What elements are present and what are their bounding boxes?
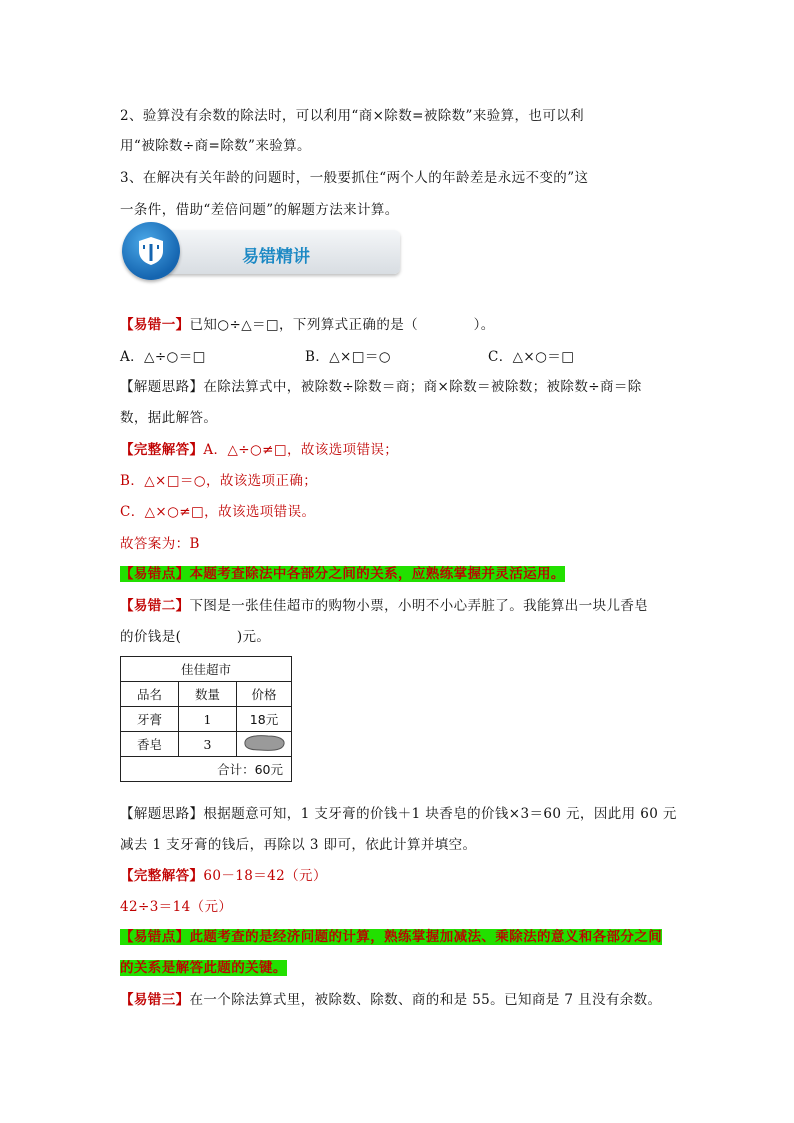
err2-key-point-line-2 xyxy=(120,956,287,976)
receipt-col-price: 价格 xyxy=(237,682,292,707)
err1-final-answer: 故答案为：B xyxy=(120,536,200,552)
err2-answer-text: 60－18＝42（元） xyxy=(203,868,327,884)
err1-option-a: A．△÷○＝□ xyxy=(120,349,206,365)
note-2-line-1: 2、验算没有余数的除法时，可以利用“商×除数=被除数”来验算，也可以利 xyxy=(120,108,585,124)
err2-answer-line-2: 42÷3＝14（元） xyxy=(120,899,233,915)
banner-title: 易错精讲 xyxy=(242,247,310,267)
section-banner xyxy=(122,222,402,280)
err1-approach-tag: 【解题思路】 xyxy=(120,379,204,395)
err2-question-line-1 xyxy=(120,594,648,614)
err1-answer-line-2: B．△×□＝○，故该选项正确； xyxy=(120,473,318,489)
receipt-item-name: 香皂 xyxy=(121,732,179,757)
receipt-item-price: 18元 xyxy=(237,707,292,732)
receipt-col-name: 品名 xyxy=(121,682,179,707)
err1-answer-text: A．△÷○≠□，故该选项错误； xyxy=(203,442,399,458)
err1-approach-text: 在除法算式中，被除数÷除数＝商；商×除数＝被除数；被除数÷商＝除 xyxy=(203,379,642,395)
receipt-store-name: 佳佳超市 xyxy=(121,657,292,682)
smudge-stain-icon xyxy=(240,733,288,753)
err3-question xyxy=(120,988,661,1008)
receipt-col-qty: 数量 xyxy=(179,682,237,707)
err3-question-text: 在一个除法算式里，被除数、除数、商的和是 55。已知商是 7 且没有余数。 xyxy=(189,992,662,1008)
table-row xyxy=(121,732,292,757)
err2-key-point-line-1 xyxy=(120,925,662,945)
err2-approach-line-2: 减去 1 支牙膏的钱后，再除以 3 即可，依此计算并填空。 xyxy=(120,837,477,853)
err2-key-point-text-2: 的关系是解答此题的关键。 xyxy=(120,960,287,976)
err1-question-text: 已知○÷△＝□，下列算式正确的是（ ）。 xyxy=(189,317,495,333)
err1-answer-line-1 xyxy=(120,438,398,458)
err2-approach-tag: 【解题思路】 xyxy=(120,806,204,822)
err2-question-line-2: 的价钱是( )元。 xyxy=(120,629,271,645)
receipt-total: 合计：60元 xyxy=(121,757,292,782)
err3-tag: 【易错三】 xyxy=(120,992,190,1008)
note-3-line-2: 一条件，借助“差倍问题”的解题方法来计算。 xyxy=(120,202,399,218)
receipt-total-row xyxy=(121,757,292,782)
err1-answer-line-3: C．△×○≠□，故该选项错误。 xyxy=(120,504,316,520)
err1-key-point xyxy=(120,562,565,582)
err2-question-text: 下图是一张佳佳超市的购物小票，小明不小心弄脏了。我能算出一块儿香皂 xyxy=(189,598,649,614)
err1-option-b: B．△×□＝○ xyxy=(305,349,391,365)
receipt-table xyxy=(120,656,292,782)
receipt-item-name: 牙膏 xyxy=(121,707,179,732)
receipt-item-price-smudged xyxy=(237,732,292,757)
err1-tag: 【易错一】 xyxy=(120,317,190,333)
err2-tag: 【易错二】 xyxy=(120,598,190,614)
receipt-header-row xyxy=(121,657,292,682)
err1-approach-line-1 xyxy=(120,375,642,395)
err2-answer-tag: 【完整解答】 xyxy=(120,868,204,884)
shield-icon xyxy=(136,235,166,267)
note-3-line-1: 3、在解决有关年龄的问题时，一般要抓住“两个人的年龄差是永远不变的”这 xyxy=(120,170,589,186)
receipt-column-row xyxy=(121,682,292,707)
err2-key-point-text-1: 【易错点】此题考查的是经济问题的计算，熟练掌握加减法、乘除法的意义和各部分之间 xyxy=(120,929,663,945)
err2-answer-line-1 xyxy=(120,864,327,884)
err1-answer-tag: 【完整解答】 xyxy=(120,442,204,458)
receipt-item-qty: 1 xyxy=(179,707,237,732)
err1-key-point-text: 【易错点】本题考查除法中各部分之间的关系，应熟练掌握并灵活运用。 xyxy=(120,566,565,582)
table-row xyxy=(121,707,292,732)
err1-approach-line-2: 数，据此解答。 xyxy=(120,410,218,426)
err2-approach-line-1 xyxy=(120,802,677,822)
err1-question xyxy=(120,313,495,333)
err2-approach-text: 根据题意可知，1 支牙膏的价钱＋1 块香皂的价钱×3＝60 元，因此用 60 元 xyxy=(203,806,677,822)
note-2-line-2: 用“被除数÷商=除数”来验算。 xyxy=(120,138,311,154)
err1-option-c: C．△×○＝□ xyxy=(488,349,575,365)
receipt-item-qty: 3 xyxy=(179,732,237,757)
